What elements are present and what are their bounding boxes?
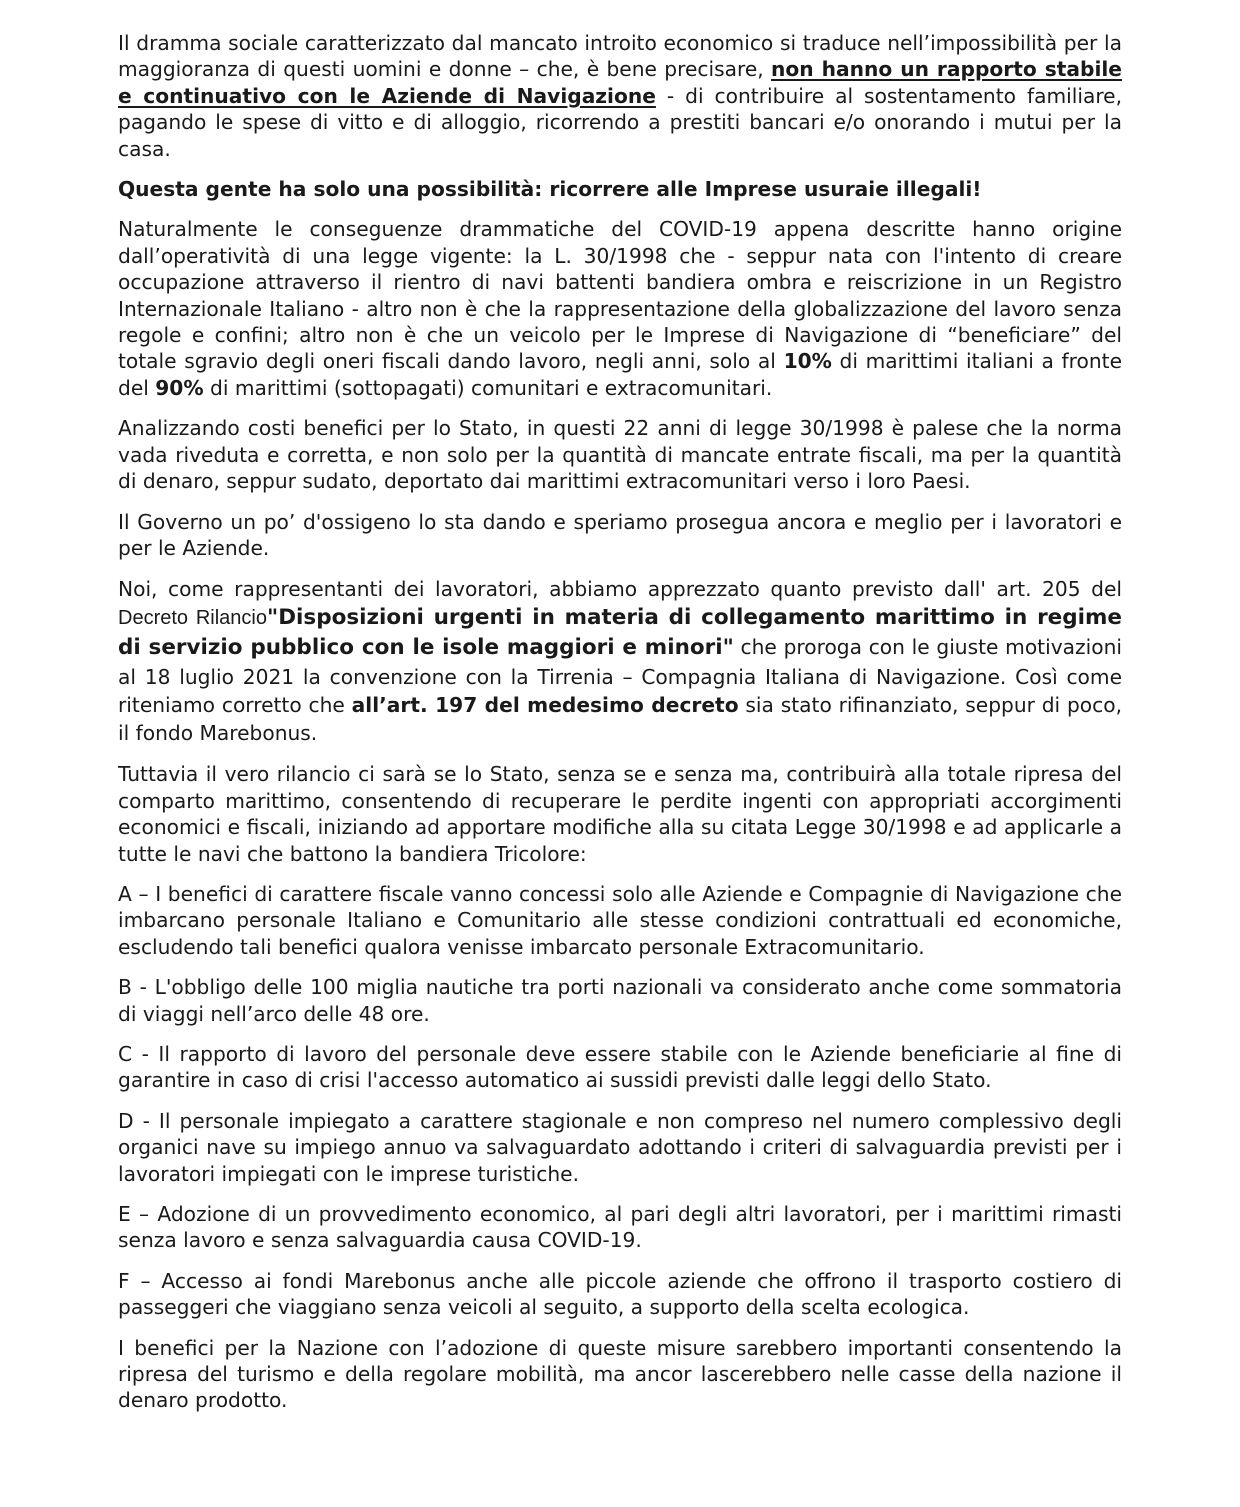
paragraph-bold-statement: Questa gente ha solo una possibilità: ricorrere alle Imprese usuraie illegali! <box>118 177 982 202</box>
paragraph-law-consequences <box>118 216 1122 401</box>
paragraph-decree <box>118 575 1122 747</box>
paragraph-conclusion: I benefici per la Nazione con l’adozione di queste misure sarebbero importanti consentendo la ripresa del turismo e della regolare mobilità, ma ancor lascerebbero nelle casse della nazione il denaro prodotto. <box>118 1335 1122 1413</box>
paragraph-text: di marittimi italiani a fronte del <box>118 349 1122 400</box>
paragraph-text: Noi, come rappresentanti dei lavoratori, abbiamo apprezzato quanto previsto dall' art. 205 del <box>118 577 1122 602</box>
list-item-d: D - Il personale impiegato a carattere stagionale e non compreso nel numero complessivo degli organici nave su impiego annuo va salvaguardato adottando i criteri di salvaguardia previsti per i lavoratori impiegati con le imprese turistiche. <box>118 1108 1122 1186</box>
list-item-c: C - Il rapporto di lavoro del personale deve essere stabile con le Aziende beneficiarie al fine di garantire in caso di crisi l'accesso automatico ai sussidi previsti dalle leggi dello Stato. <box>118 1041 1122 1093</box>
list-item-b: B - L'obbligo delle 100 miglia nautiche tra porti nazionali va considerato anche come sommatoria di viaggi nell’arco delle 48 ore. <box>118 975 1122 1026</box>
emphasis-percentage: 90% <box>155 375 204 400</box>
paragraph-text: che proroga con le giuste motivazioni al 18 luglio 2021 la convenzione con la Tirrenia – Compagnia Italiana di Navigazione. Così come riteniamo corretto che <box>118 635 1122 718</box>
paragraph-text: - di contribuire al sostentamento familiare, pagando le spese di vitto e di alloggio, ricorrendo a prestiti bancari e/o onorando i mutui per la casa. <box>118 83 1123 161</box>
emphasis-underlined: non hanno un rapporto stabile e continuativo con le Aziende di Navigazione <box>118 57 1123 108</box>
decree-name: Decreto Rilancio <box>118 607 267 630</box>
emphasis-percentage: 10% <box>783 349 832 374</box>
list-item-f: F – Accesso ai fondi Marebonus anche alle piccole aziende che offrono il trasporto costiero di passeggeri che viaggiano senza veicoli al seguito, a supporto della scelta ecologica. <box>118 1268 1122 1320</box>
paragraph-text: sia stato rifinanziato, seppur di poco, il fondo Marebonus. <box>118 693 1123 746</box>
paragraph-intro-drama <box>118 30 1122 162</box>
paragraph-government: Il Governo un po’ d'ossigeno lo sta dando e speriamo prosegua ancora e meglio per i lavoratori e per le Aziende. <box>118 509 1122 560</box>
decree-title: "Disposizioni urgenti in materia di collegamento marittimo in regime di servizio pubblico con le isole maggiori e minori" <box>118 605 1123 661</box>
document-page <box>118 30 1122 1428</box>
paragraph-text: di marittimi (sottopagati) comunitari e extracomunitari. <box>203 375 773 400</box>
paragraph-text: Il dramma sociale caratterizzato dal mancato introito economico si traduce nell’impossibilità per la maggioranza di questi uomini e donne – che, è bene precisare, <box>118 31 1122 82</box>
list-item-a: A – I benefici di carattere fiscale vanno concessi solo alle Aziende e Compagnie di Navigazione che imbarcano personale Italiano e Comunitario alle stesse condizioni contrattuali ed economiche, escludendo tali benefici qualora venisse imbarcato personale Extracomunitario. <box>118 881 1122 959</box>
list-item-e: E – Adozione di un provvedimento economico, al pari degli altri lavoratori, per i marittimi rimasti senza lavoro e senza salvaguardia causa COVID-19. <box>118 1202 1122 1253</box>
emphasis-article: all’art. 197 del medesimo decreto <box>351 693 739 718</box>
paragraph-text: Naturalmente le conseguenze drammatiche del COVID-19 appena descritte hanno origine dall’operatività di una legge vigente: la L. 30/1998 che - seppur nata con l'intento di creare occupazione attraverso il rientro di navi battenti bandiera ombra e reiscrizione in un Registro Internazionale Italiano - altro non è che la rappresentazione della globalizzazione del lavoro senza regole e confini; altro non è che un veicolo per le Imprese di Navigazione di “beneficiare” del totale sgravio degli oneri fiscali dando lavoro, negli anni, solo al <box>118 217 1122 374</box>
paragraph-relaunch: Tuttavia il vero rilancio ci sarà se lo Stato, senza se e senza ma, contribuirà alla totale ripresa del comparto marittimo, consentendo di recuperare le perdite ingenti con appropriati accorgimenti economici e fiscali, iniziando ad apportare modifiche alla su citata Legge 30/1998 e ad applicarle a tutte le navi che battono la bandiera Tricolore: <box>118 762 1122 866</box>
paragraph-cost-benefit: Analizzando costi benefici per lo Stato, in questi 22 anni di legge 30/1998 è palese che la norma vada riveduta e corretta, e non solo per la quantità di mancate entrate fiscali, ma per la quantità di denaro, seppur sudato, deportato dai marittimi extracomunitari verso i loro Paesi. <box>118 416 1122 494</box>
